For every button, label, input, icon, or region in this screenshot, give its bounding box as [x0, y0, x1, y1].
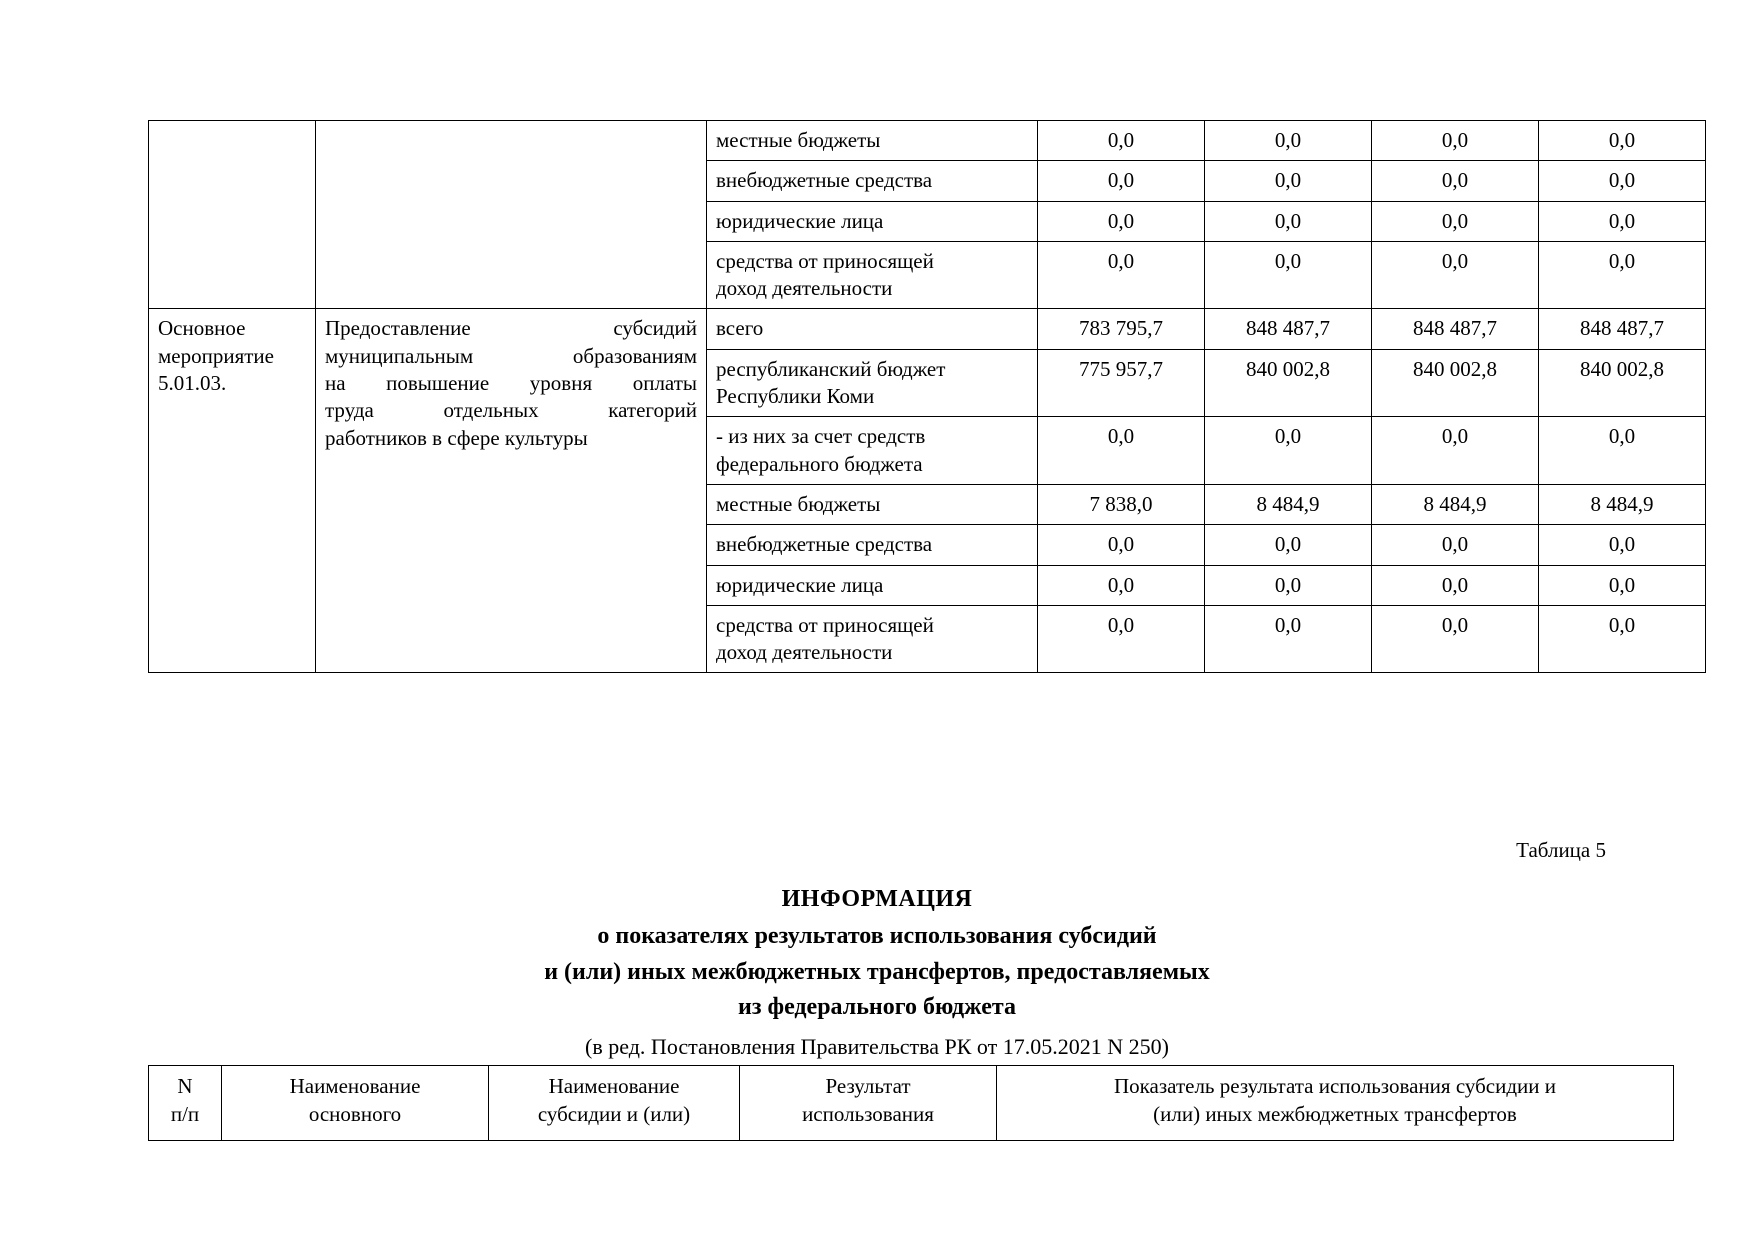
cell-value: 0,0	[1205, 161, 1372, 201]
column-header-subsidy-name-line-2: субсидии и (или)	[537, 1102, 691, 1127]
cell-source: местные бюджеты	[707, 121, 1038, 161]
table-row	[149, 309, 1706, 349]
finance-table	[148, 120, 1706, 673]
cell-value: 0,0	[1372, 201, 1539, 241]
cell-value: 0,0	[1539, 121, 1706, 161]
column-header-subsidy-name-line-1: Наименование	[548, 1074, 680, 1098]
cell-value: 0,0	[1038, 605, 1205, 673]
cell-value: 0,0	[1372, 121, 1539, 161]
column-header-result-line-2: использования	[802, 1102, 934, 1127]
page-subtitle-line-3: из федерального бюджета	[738, 994, 1016, 1021]
cell-source: внебюджетные средства	[707, 525, 1038, 565]
column-header-indicator	[997, 1066, 1674, 1141]
table-caption: Таблица 5	[1516, 838, 1606, 862]
column-header-indicator-line-1: Показатель результата использования субсидии и	[1114, 1074, 1556, 1098]
cell-value: 848 487,7	[1539, 309, 1706, 349]
cell-value: 0,0	[1539, 565, 1706, 605]
column-header-result	[740, 1066, 997, 1141]
cell-value: 0,0	[1372, 525, 1539, 565]
cell-value: 0,0	[1205, 201, 1372, 241]
cell-source: местные бюджеты	[707, 484, 1038, 524]
column-header-main-measure-line-1: Наименование	[289, 1074, 421, 1098]
cell-value: 0,0	[1372, 565, 1539, 605]
source-line-2: доход деятельности	[716, 640, 893, 665]
cell-value: 0,0	[1539, 201, 1706, 241]
cell-value: 0,0	[1205, 241, 1372, 309]
column-header-main-measure-line-2: основного	[308, 1102, 402, 1127]
description-line-5: работников в сфере культуры	[325, 425, 588, 450]
measure-code-line-3: 5.01.03.	[158, 371, 227, 396]
cell-value: 783 795,7	[1038, 309, 1205, 349]
cell-value: 0,0	[1205, 417, 1372, 485]
cell-value: 0,0	[1539, 417, 1706, 485]
source-line-2: Республики Коми	[716, 384, 875, 409]
cell-value: 0,0	[1539, 605, 1706, 673]
cell-value: 775 957,7	[1038, 349, 1205, 417]
cell-source	[707, 605, 1038, 673]
cell-value: 0,0	[1372, 417, 1539, 485]
cell-measure-code	[149, 309, 316, 673]
source-line-1: средства от приносящей	[716, 248, 934, 273]
cell-value: 0,0	[1038, 161, 1205, 201]
cell-value: 0,0	[1038, 565, 1205, 605]
cell-value: 840 002,8	[1205, 349, 1372, 417]
column-header-indicator-line-2: (или) иных межбюджетных трансфертов	[1153, 1102, 1517, 1127]
cell-value: 0,0	[1372, 605, 1539, 673]
description-line-3: на повышение уровня оплаты	[325, 371, 697, 396]
cell-source	[707, 349, 1038, 417]
table-header-row	[149, 1066, 1674, 1141]
measure-code-line-2: мероприятие	[158, 343, 274, 368]
cell-source	[707, 417, 1038, 485]
column-header-main-measure	[222, 1066, 489, 1141]
measure-code-line-1: Основное	[158, 316, 246, 341]
column-header-number	[149, 1066, 222, 1141]
source-line-2: федерального бюджета	[716, 451, 923, 476]
column-header-number-line-1: N	[177, 1074, 193, 1098]
document-heading-block	[0, 886, 1754, 1060]
source-line-1: средства от приносящей	[716, 612, 934, 637]
description-line-4: труда отдельных категорий	[325, 398, 697, 423]
description-line-2: муниципальным образованиям	[325, 343, 697, 368]
cell-measure-description	[316, 309, 707, 673]
amendment-note: (в ред. Постановления Правительства РК от 17.05.2021 N 250)	[585, 1034, 1169, 1060]
cell-code-empty-top	[149, 121, 316, 309]
description-line-1: Предоставление субсидий	[325, 316, 697, 341]
source-line-1: республиканский бюджет	[716, 356, 946, 381]
source-line-1: - из них за счет средств	[716, 424, 926, 449]
cell-value: 0,0	[1372, 241, 1539, 309]
column-header-subsidy-name	[489, 1066, 740, 1141]
cell-value: 0,0	[1372, 161, 1539, 201]
cell-value: 7 838,0	[1038, 484, 1205, 524]
cell-value: 840 002,8	[1539, 349, 1706, 417]
cell-value: 0,0	[1205, 525, 1372, 565]
finance-table-container	[148, 120, 1706, 673]
cell-value: 0,0	[1539, 161, 1706, 201]
cell-value: 0,0	[1205, 565, 1372, 605]
cell-value: 0,0	[1038, 121, 1205, 161]
indicators-table	[148, 1065, 1674, 1141]
table-row	[149, 121, 1706, 161]
indicators-table-container	[148, 1065, 1674, 1141]
cell-description-empty-top	[316, 121, 707, 309]
cell-value: 8 484,9	[1205, 484, 1372, 524]
cell-value: 8 484,9	[1539, 484, 1706, 524]
cell-value: 0,0	[1205, 605, 1372, 673]
cell-source	[707, 241, 1038, 309]
cell-value: 848 487,7	[1372, 309, 1539, 349]
cell-value: 0,0	[1205, 121, 1372, 161]
cell-value: 840 002,8	[1372, 349, 1539, 417]
cell-value: 0,0	[1038, 201, 1205, 241]
cell-source: всего	[707, 309, 1038, 349]
cell-source: юридические лица	[707, 565, 1038, 605]
cell-value: 0,0	[1539, 525, 1706, 565]
cell-value: 0,0	[1038, 417, 1205, 485]
page-title: ИНФОРМАЦИЯ	[781, 886, 973, 912]
page-subtitle-line-2: и (или) иных межбюджетных трансфертов, предоставляемых	[544, 958, 1210, 985]
cell-value: 0,0	[1539, 241, 1706, 309]
cell-source: внебюджетные средства	[707, 161, 1038, 201]
page-subtitle-line-1: о показателях результатов использования субсидий	[597, 923, 1157, 949]
cell-value: 0,0	[1038, 241, 1205, 309]
cell-source: юридические лица	[707, 201, 1038, 241]
cell-value: 0,0	[1038, 525, 1205, 565]
source-line-2: доход деятельности	[716, 276, 893, 301]
cell-value: 8 484,9	[1372, 484, 1539, 524]
column-header-result-line-1: Результат	[825, 1074, 911, 1098]
column-header-number-line-2: п/п	[170, 1102, 200, 1127]
cell-value: 848 487,7	[1205, 309, 1372, 349]
